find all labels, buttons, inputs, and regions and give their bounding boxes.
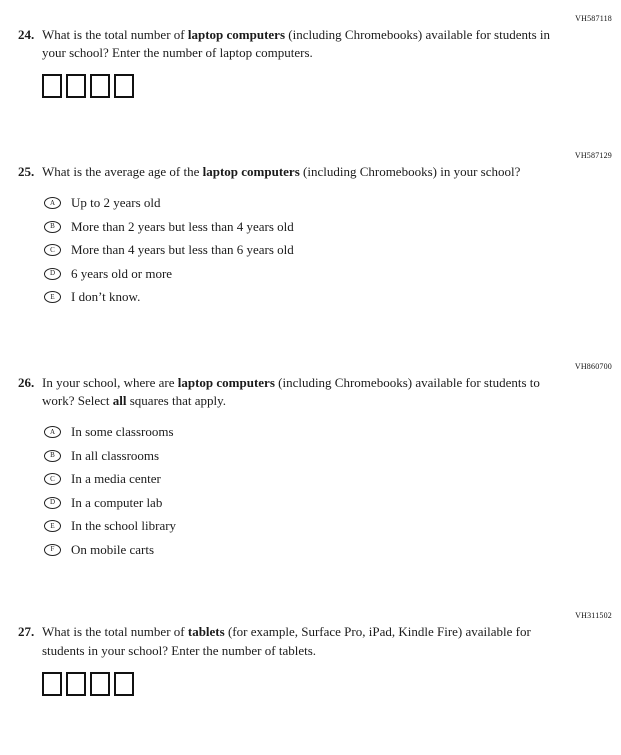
- digit-entry-boxes: [42, 672, 550, 696]
- question-number: 24.: [18, 27, 35, 42]
- option-row[interactable]: [44, 514, 550, 538]
- option-label: In the school library: [71, 518, 177, 534]
- digit-entry-box[interactable]: [66, 74, 86, 98]
- option-row[interactable]: [44, 420, 550, 444]
- digit-entry-box[interactable]: [66, 672, 86, 696]
- prompt-segment: What is the average age of the: [42, 164, 203, 180]
- option-label: On mobile carts: [71, 541, 155, 557]
- option-label: In some classrooms: [71, 424, 174, 440]
- question-code: VH311502: [575, 611, 612, 621]
- option-row[interactable]: [44, 239, 550, 263]
- option-row[interactable]: [44, 444, 550, 468]
- option-oval-icon[interactable]: D: [44, 497, 61, 509]
- option-oval-icon[interactable]: A: [44, 197, 61, 209]
- question-code: VH587129: [574, 151, 612, 161]
- question-prompt: [42, 374, 550, 410]
- option-row[interactable]: [44, 491, 550, 515]
- prompt-segment-bold: laptop computers: [177, 375, 275, 391]
- option-oval-icon[interactable]: B: [44, 450, 61, 462]
- prompt-segment-bold: tablets: [187, 624, 225, 640]
- option-label: In all classrooms: [71, 447, 160, 463]
- option-row[interactable]: [44, 467, 550, 491]
- prompt-segment: (for example, Surface Pro, iPad, Kindle Fire) available for students in your school? Enter the number of tablets.: [42, 624, 531, 658]
- prompt-segment: squares that apply.: [126, 393, 227, 409]
- digit-entry-box[interactable]: [42, 74, 62, 98]
- option-label: More than 2 years but less than 4 years old: [71, 218, 294, 234]
- option-oval-icon[interactable]: D: [44, 268, 61, 280]
- question-code: VH587118: [575, 14, 612, 23]
- question-24: [18, 14, 612, 98]
- option-oval-icon[interactable]: C: [44, 473, 61, 485]
- prompt-segment: What is the total number of: [42, 27, 188, 42]
- prompt-segment: What is the total number of: [42, 624, 188, 640]
- prompt-segment: (including Chromebooks) available for students in your school? Enter the number of laptop computers.: [42, 27, 551, 61]
- prompt-segment: In your school, where are: [42, 375, 178, 391]
- option-row[interactable]: [44, 215, 550, 239]
- options-list: [44, 192, 550, 310]
- option-oval-icon[interactable]: E: [44, 520, 61, 532]
- option-label: In a computer lab: [71, 494, 163, 510]
- option-row[interactable]: [44, 286, 550, 310]
- question-25: [18, 151, 612, 309]
- question-prompt: [42, 623, 550, 659]
- option-oval-icon[interactable]: E: [44, 291, 61, 303]
- option-label: Up to 2 years old: [71, 195, 161, 211]
- digit-entry-box[interactable]: [90, 672, 110, 696]
- option-oval-icon[interactable]: C: [44, 244, 61, 256]
- prompt-segment: (including Chromebooks) available for students to work? Select: [42, 375, 540, 409]
- digit-entry-box[interactable]: [114, 74, 134, 98]
- prompt-segment: (including Chromebooks) in your school?: [299, 164, 521, 180]
- option-oval-icon[interactable]: A: [44, 426, 61, 438]
- option-label: 6 years old or more: [71, 265, 173, 281]
- digit-entry-box[interactable]: [42, 672, 62, 696]
- question-number: 26.: [18, 375, 35, 391]
- option-row[interactable]: [44, 192, 550, 216]
- option-row[interactable]: [44, 538, 550, 562]
- option-oval-icon[interactable]: B: [44, 221, 61, 233]
- digit-entry-box[interactable]: [114, 672, 134, 696]
- question-number: 25.: [18, 164, 35, 180]
- option-label: I don’t know.: [71, 289, 141, 305]
- question-number: 27.: [18, 624, 35, 640]
- question-prompt: [42, 26, 550, 62]
- digit-entry-box[interactable]: [90, 74, 110, 98]
- question-code: VH860700: [574, 362, 612, 372]
- prompt-segment-bold: all: [112, 393, 127, 409]
- options-list: [44, 420, 550, 561]
- prompt-segment-bold: laptop computers: [187, 27, 285, 42]
- question-27: [18, 611, 612, 695]
- prompt-segment-bold: laptop computers: [202, 164, 300, 180]
- option-oval-icon[interactable]: F: [44, 544, 61, 556]
- option-row[interactable]: [44, 262, 550, 286]
- digit-entry-boxes: [42, 74, 550, 98]
- option-label: More than 4 years but less than 6 years old: [71, 242, 294, 258]
- option-label: In a media center: [71, 471, 161, 487]
- question-prompt: [42, 163, 550, 181]
- question-26: [18, 362, 612, 561]
